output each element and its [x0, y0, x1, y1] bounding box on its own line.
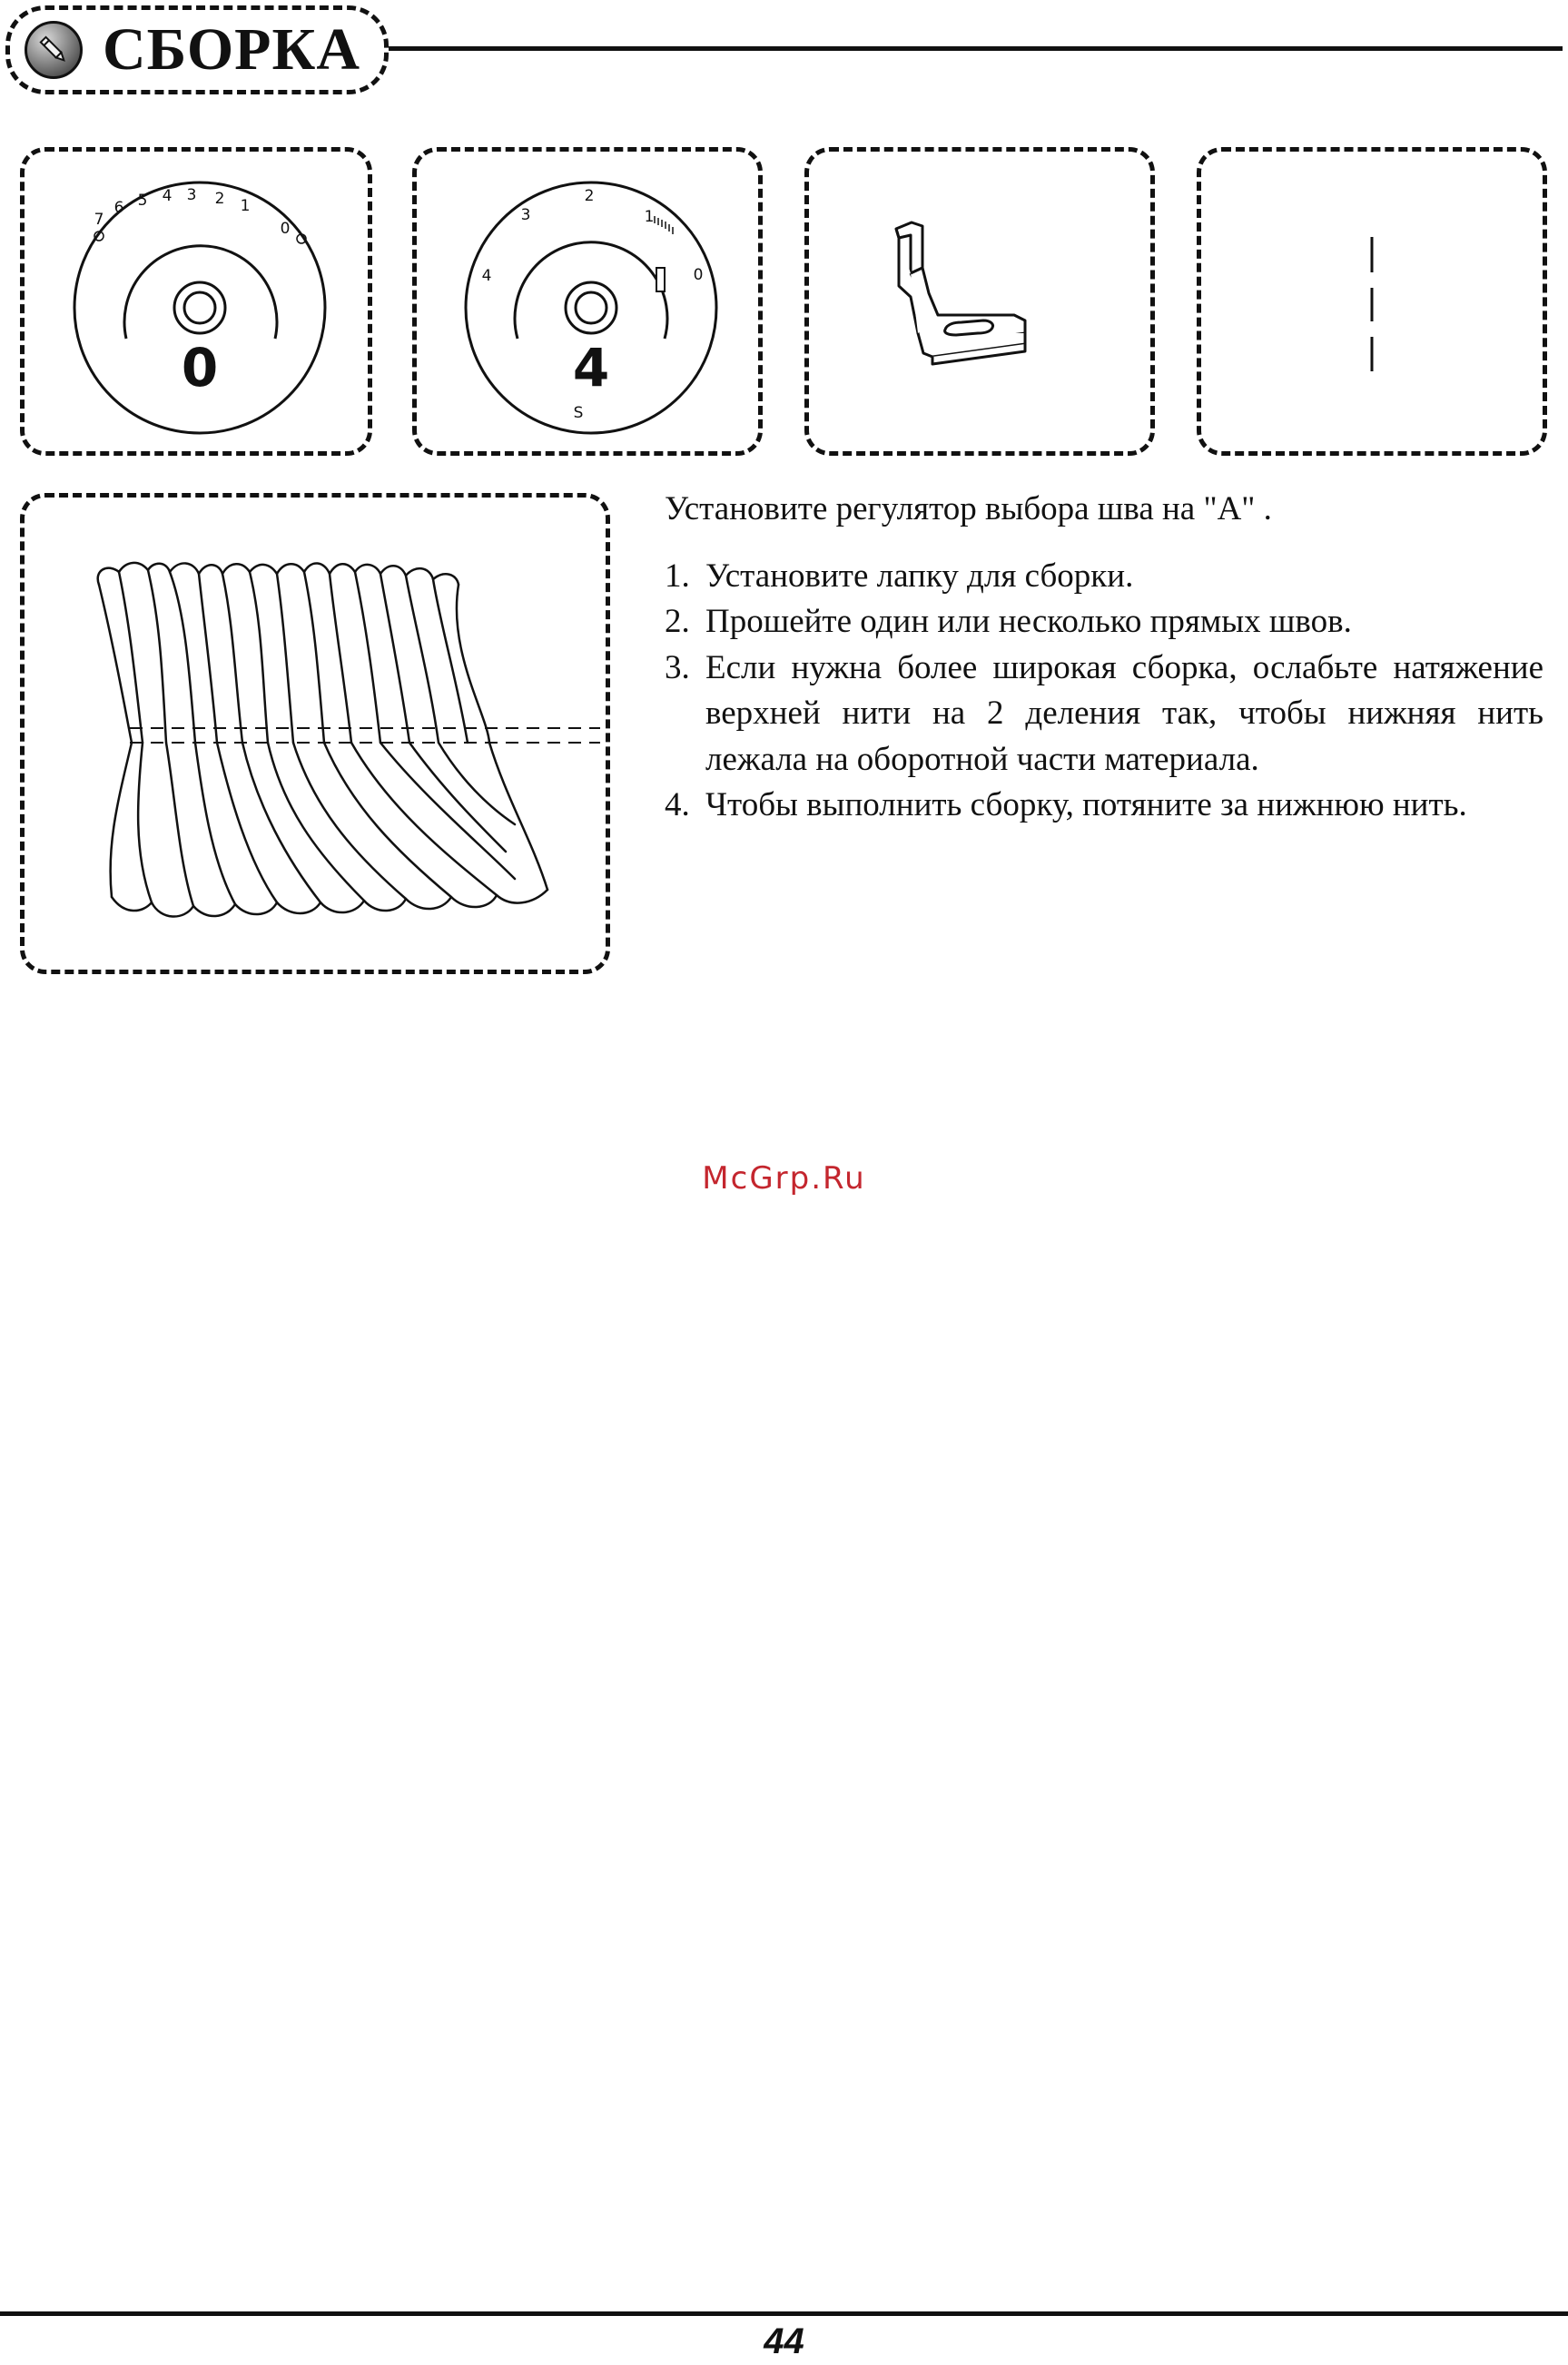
- instructions: [665, 487, 1543, 829]
- tension-tick: 1: [240, 197, 251, 215]
- footer-rule: [0, 2311, 1568, 2316]
- stitch-tick: 0: [693, 266, 704, 284]
- stitch-tick: 2: [584, 187, 595, 205]
- stitch-pattern-panel: [1197, 147, 1547, 456]
- header-rule: [389, 46, 1563, 51]
- pencil-icon: [25, 21, 83, 79]
- section-header: [5, 5, 389, 94]
- watermark: McGrp.Ru: [702, 1160, 866, 1197]
- list-item: [665, 599, 1543, 645]
- stitch-length-value: 4: [572, 337, 610, 399]
- step-number: 1.: [665, 557, 690, 595]
- tension-dial-panel: [20, 147, 372, 456]
- step-number: 3.: [665, 648, 690, 686]
- tension-tick: 5: [137, 192, 148, 210]
- tension-value: 0: [181, 337, 219, 399]
- presser-foot-panel: [804, 147, 1155, 456]
- tension-tick: 4: [162, 187, 173, 205]
- tension-dial: [25, 152, 368, 451]
- stitch-tick: 3: [520, 206, 531, 224]
- list-item: [665, 645, 1543, 783]
- straight-stitch-icon: [1201, 152, 1543, 451]
- gathered-fabric-panel: [20, 493, 610, 974]
- tension-tick: 2: [214, 190, 225, 208]
- page-number: 44: [764, 2321, 804, 2361]
- stitch-bottom-mark: S: [573, 404, 584, 422]
- tension-tick: 0: [280, 220, 291, 238]
- stitch-tick: 1: [644, 208, 655, 226]
- list-item: [665, 554, 1543, 600]
- tension-tick: 6: [113, 199, 124, 217]
- list-item: [665, 783, 1543, 829]
- instructions-list: [665, 554, 1543, 829]
- step-number: 4.: [665, 786, 690, 823]
- stitch-length-dial: [417, 152, 758, 451]
- step-text: Установите лапку для сборки.: [705, 557, 1134, 595]
- presser-foot-icon: [809, 152, 1150, 451]
- step-text: Чтобы выполнить сборку, потяните за нижнюю нить.: [705, 786, 1467, 823]
- step-text: Если нужна более широкая сборка, ослабьте натяжение верхней нити на 2 деления так, чтобы нижняя нить лежала на оборотной части материала.: [705, 648, 1543, 778]
- step-text: Прошейте один или несколько прямых швов.: [705, 603, 1352, 640]
- step-number: 2.: [665, 603, 690, 640]
- stitch-length-dial-panel: [412, 147, 763, 456]
- stitch-tick: 4: [481, 267, 492, 285]
- tension-tick: 3: [186, 186, 197, 204]
- instructions-intro: Установите регулятор выбора шва на "А" .: [665, 490, 1272, 527]
- section-title: СБОРКА: [103, 16, 361, 83]
- gathered-fabric-illustration: [25, 498, 606, 970]
- tension-tick: 7: [94, 211, 104, 229]
